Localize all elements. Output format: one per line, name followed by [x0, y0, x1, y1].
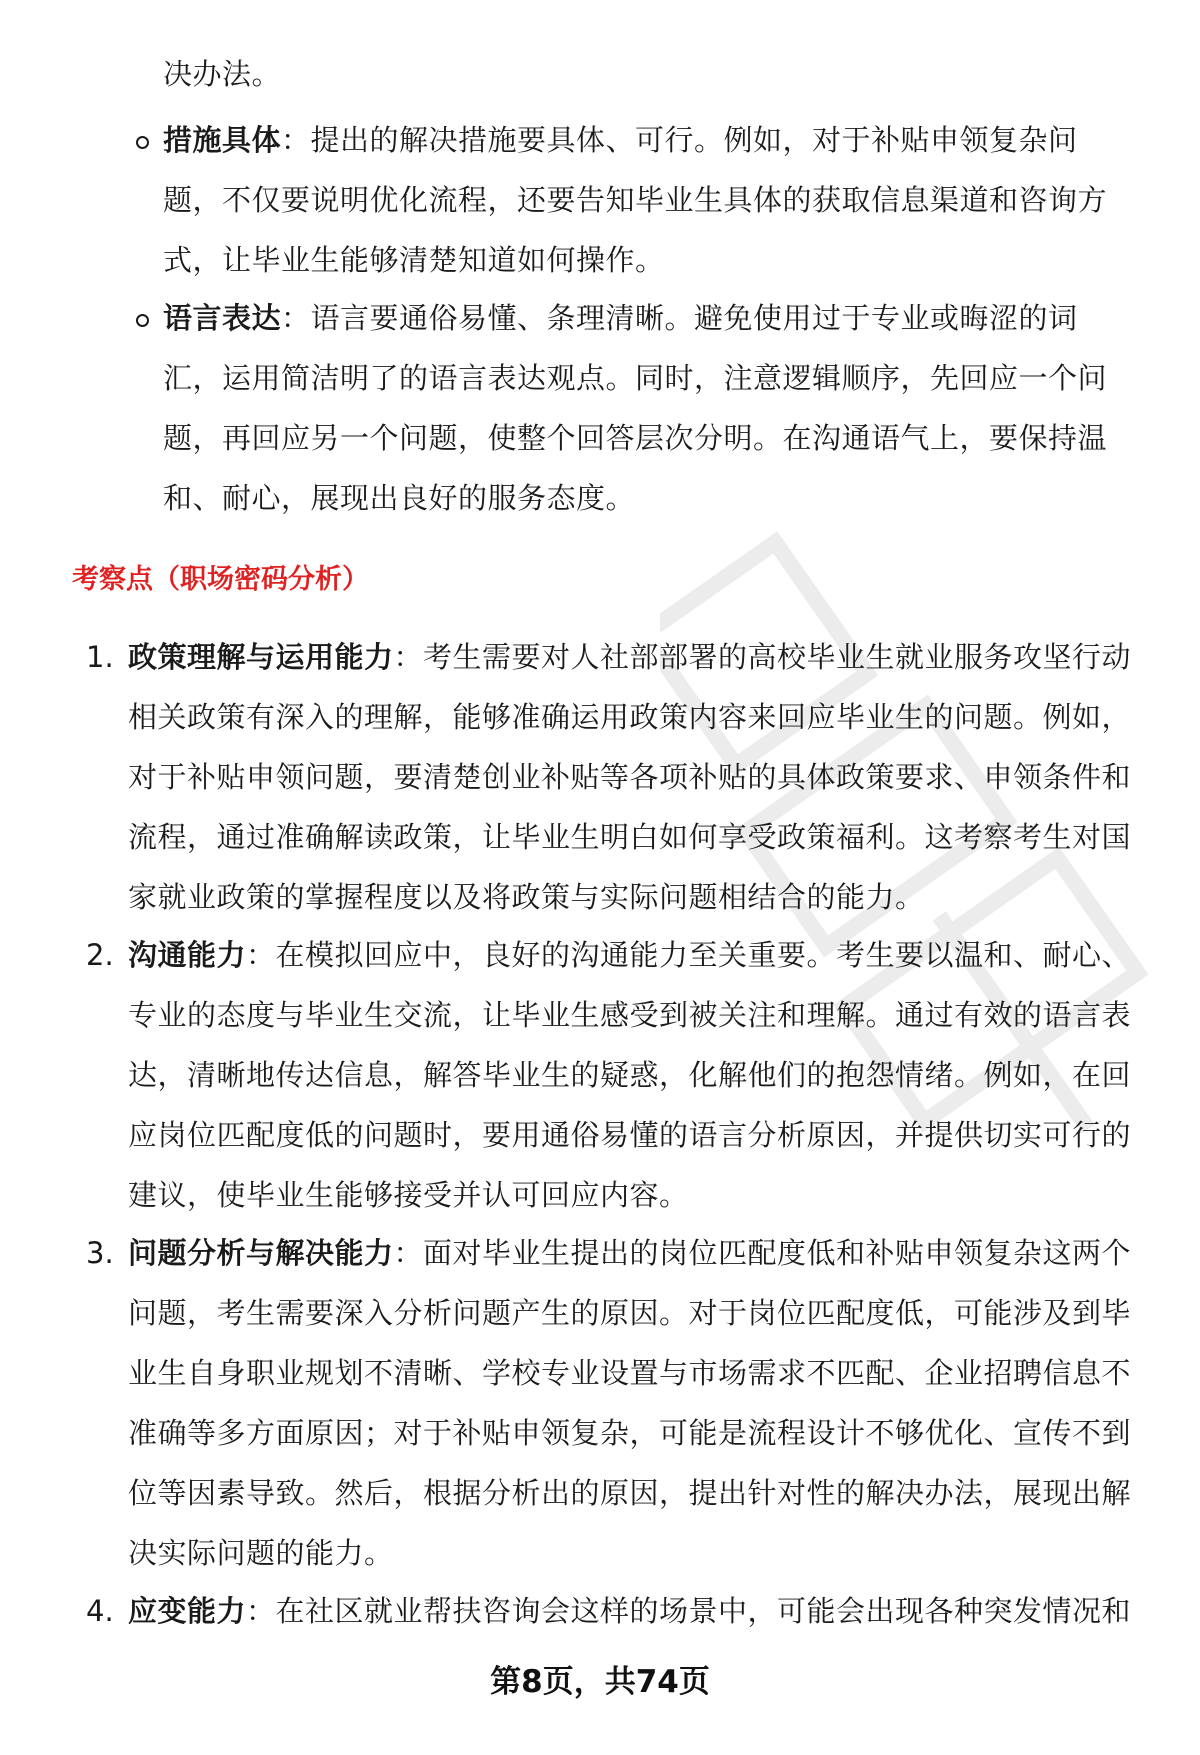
bullet-line — [163, 298, 1078, 338]
bullet-separator: ： — [281, 301, 311, 335]
item-line: 流程，通过准确解读政策，让毕业生明白如何享受政策福利。这考察考生对国 — [128, 820, 1132, 854]
page-number-footer: 第8页，共74页 — [490, 1664, 710, 1700]
bullet-line — [163, 120, 1078, 160]
item-line — [128, 935, 1131, 975]
item-line: 建议，使毕业生能够接受并认可回应内容。 — [128, 1178, 689, 1212]
item-title: 沟通能力 — [128, 938, 247, 972]
item-line: 达，清晰地传达信息，解答毕业生的疑惑，化解他们的抱怨情绪。例如，在回 — [128, 1058, 1132, 1092]
continuation-text: 决办法。 — [163, 57, 282, 91]
item-number: 2. — [86, 938, 114, 972]
bullet-text: 语言要通俗易懂、条理清晰。避免使用过于专业或晦涩的词 — [310, 301, 1078, 335]
item-line: 家就业政策的掌握程度以及将政策与实际问题相结合的能力。 — [128, 880, 925, 914]
bullet-line: 式，让毕业生能够清楚知道如何操作。 — [163, 243, 665, 277]
bullet-separator: ： — [281, 123, 311, 157]
bullet-line: 题，不仅要说明优化流程，还要告知毕业生具体的获取信息渠道和咨询方 — [163, 183, 1108, 217]
bullet-title: 语言表达 — [163, 301, 282, 335]
item-title: 问题分析与解决能力 — [128, 1236, 394, 1270]
item-line: 业生自身职业规划不清晰、学校专业设置与市场需求不匹配、企业招聘信息不 — [128, 1356, 1132, 1390]
item-number: 4. — [86, 1594, 114, 1628]
bullet-line: 汇，运用简洁明了的语言表达观点。同时，注意逻辑顺序，先回应一个问 — [163, 361, 1108, 395]
item-line — [128, 1233, 1131, 1273]
item-line — [128, 637, 1131, 677]
item-separator: ： — [393, 1236, 424, 1270]
bullet-circle-icon — [136, 136, 149, 149]
item-title: 政策理解与运用能力 — [128, 640, 394, 674]
item-line: 应岗位匹配度低的问题时，要用通俗易懂的语言分析原因，并提供切实可行的 — [128, 1118, 1132, 1152]
item-line: 位等因素导致。然后，根据分析出的原因，提出针对性的解决办法，展现出解 — [128, 1476, 1132, 1510]
bullet-line: 题，再回应另一个问题，使整个回答层次分明。在沟通语气上，要保持温 — [163, 421, 1108, 455]
item-separator: ： — [246, 938, 276, 972]
item-line: 相关政策有深入的理解，能够准确运用政策内容来回应毕业生的问题。例如， — [128, 700, 1132, 734]
item-separator: ： — [393, 640, 424, 674]
bullet-line: 和、耐心，展现出良好的服务态度。 — [163, 481, 636, 515]
item-title: 应变能力 — [128, 1594, 247, 1628]
item-separator: ： — [246, 1594, 276, 1628]
item-line — [128, 1591, 1131, 1631]
item-text: 在模拟回应中，良好的沟通能力至关重要。考生要以温和、耐心、 — [275, 938, 1132, 972]
item-line: 决实际问题的能力。 — [128, 1536, 394, 1570]
bullet-circle-icon — [136, 314, 149, 327]
bullet-text: 提出的解决措施要具体、可行。例如，对于补贴申领复杂问 — [310, 123, 1078, 157]
item-line: 专业的态度与毕业生交流，让毕业生感受到被关注和理解。通过有效的语言表 — [128, 998, 1132, 1032]
item-text: 在社区就业帮扶咨询会这样的场景中，可能会出现各种突发情况和 — [275, 1594, 1132, 1628]
section-title: 考察点（职场密码分析） — [72, 564, 369, 595]
item-line: 对于补贴申领问题，要清楚创业补贴等各项补贴的具体政策要求、申领条件和 — [128, 760, 1132, 794]
bullet-title: 措施具体 — [163, 123, 282, 157]
item-number: 3. — [86, 1236, 114, 1270]
item-text: 考生需要对人社部部署的高校毕业生就业服务攻坚行动 — [423, 640, 1132, 674]
item-line: 准确等多方面原因；对于补贴申领复杂，可能是流程设计不够优化、宣传不到 — [128, 1416, 1132, 1450]
item-number: 1. — [86, 640, 114, 674]
item-text: 面对毕业生提出的岗位匹配度低和补贴申领复杂这两个 — [423, 1236, 1132, 1270]
item-line: 问题，考生需要深入分析问题产生的原因。对于岗位匹配度低，可能涉及到毕 — [128, 1296, 1132, 1330]
